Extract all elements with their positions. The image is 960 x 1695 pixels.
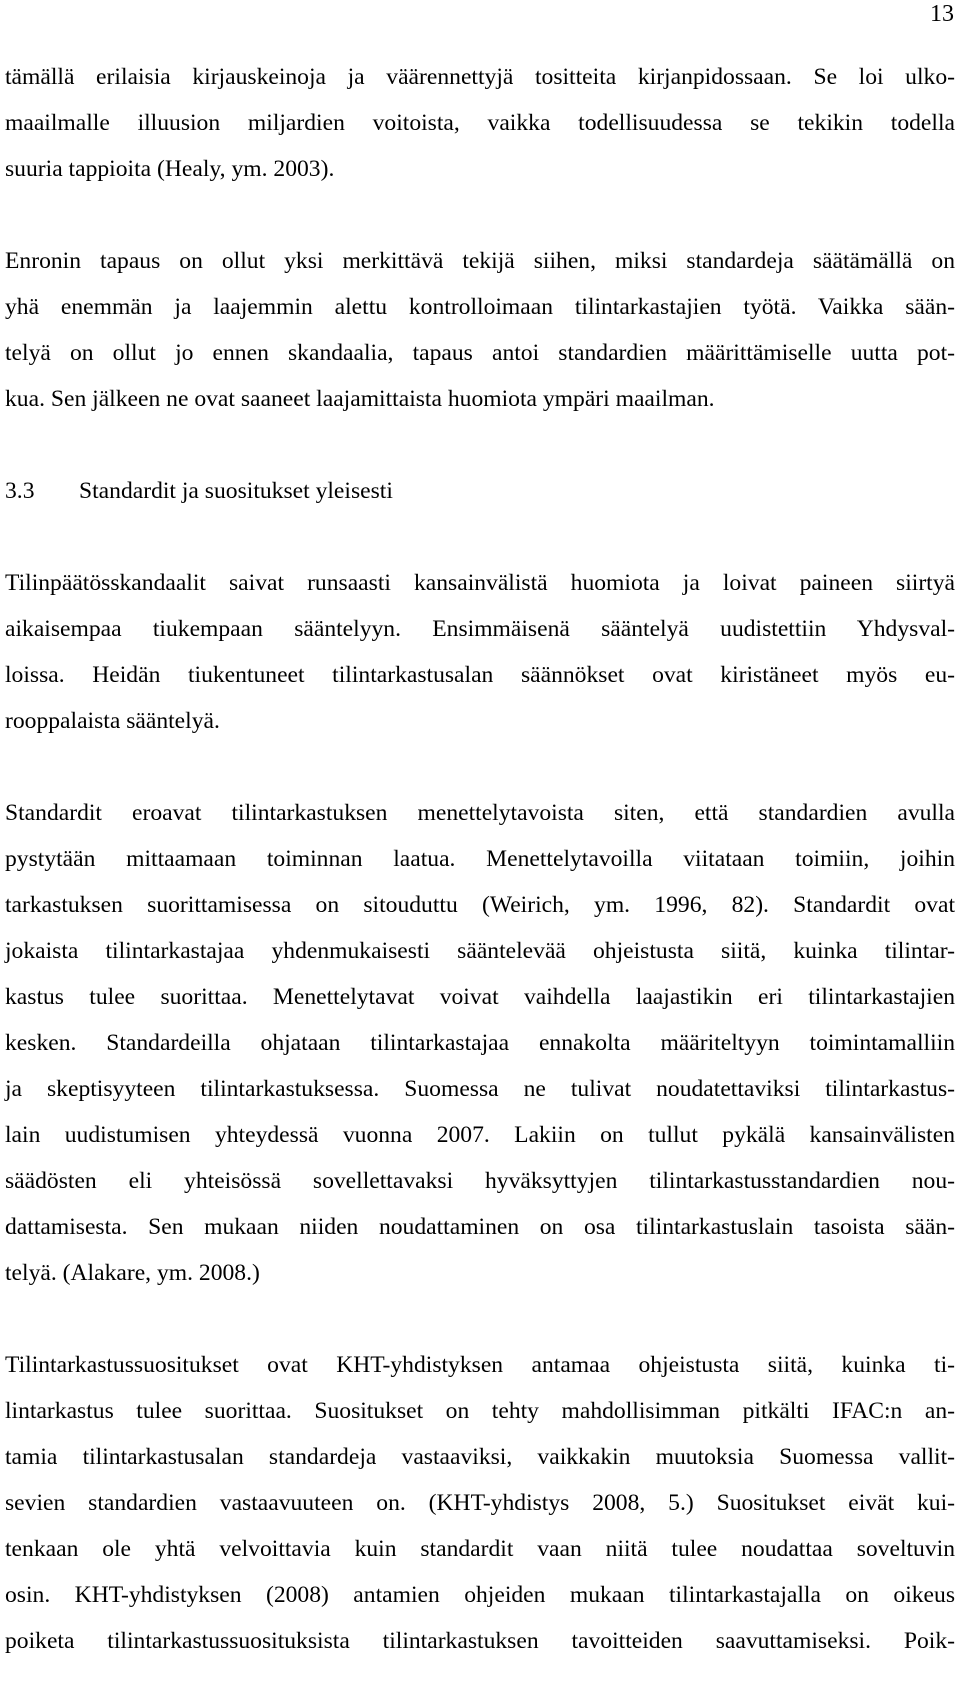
text-line: kua. Sen jälkeen ne ovat saaneet laajamittaista huomiota ympäri maailman. (5, 386, 715, 412)
text-line: säädösten eli yhteisössä sovellettavaksi hyväksyttyjen tilintarkastusstandardien nou- (5, 1168, 955, 1194)
text-line: Tilinpäätösskandaalit saivat runsaasti kansainvälistä huomiota ja loivat paineen siirtyä (5, 570, 955, 596)
paragraph (5, 1342, 955, 1664)
section-title: Standardit ja suositukset yleisesti (79, 478, 393, 504)
text-line: sevien standardien vastaavuuteen on. (KHT-yhdistys 2008, 5.) Suositukset eivät kui- (5, 1490, 955, 1516)
text-line: suuria tappioita (Healy, ym. 2003). (5, 156, 335, 182)
text-line: tamia tilintarkastusalan standardeja vastaaviksi, vaikkakin muutoksia Suomessa vallit- (5, 1444, 955, 1470)
paragraph (5, 560, 955, 744)
text-line: dattamisesta. Sen mukaan niiden noudattaminen on osa tilintarkastuslain tasoista sään- (5, 1214, 955, 1240)
text-line: yhä enemmän ja laajemmin alettu kontrolloimaan tilintarkastajien työtä. Vaikka sään- (5, 294, 955, 320)
text-line: lain uudistumisen yhteydessä vuonna 2007. Lakiin on tullut pykälä kansainvälisten (5, 1122, 955, 1148)
text-line: maailmalle illuusion miljardien voitoista, vaikka todellisuudessa se tekikin todella (5, 110, 955, 136)
section-number: 3.3 (5, 478, 35, 504)
text-line: Standardit eroavat tilintarkastuksen menettelytavoista siten, että standardien avulla (5, 800, 955, 826)
text-line: aikaisempaa tiukempaan sääntelyyn. Ensimmäisenä sääntelyä uudistettiin Yhdysval- (5, 616, 955, 642)
text-line: telyä on ollut jo ennen skandaalia, tapaus antoi standardien määrittämiselle uutta pot- (5, 340, 955, 366)
text-line: kesken. Standardeilla ohjataan tilintarkastajaa ennakolta määriteltyyn toimintamalliin (5, 1030, 955, 1056)
text-line: Tilintarkastussuositukset ovat KHT-yhdistyksen antamaa ohjeistusta siitä, kuinka ti- (5, 1352, 955, 1378)
text-line: loissa. Heidän tiukentuneet tilintarkastusalan säännökset ovat kiristäneet myös eu- (5, 662, 955, 688)
text-line: telyä. (Alakare, ym. 2008.) (5, 1260, 260, 1286)
page-body (5, 54, 955, 1664)
text-line: jokaista tilintarkastajaa yhdenmukaisesti sääntelevää ohjeistusta siitä, kuinka tilintar- (5, 938, 955, 964)
text-line: tämällä erilaisia kirjauskeinoja ja väärennettyjä tositteita kirjanpidossaan. Se loi ulko- (5, 64, 955, 90)
paragraph (5, 238, 955, 422)
text-line: tarkastuksen suorittamisessa on sitouduttu (Weirich, ym. 1996, 82). Standardit ovat (5, 892, 955, 918)
text-line: Enronin tapaus on ollut yksi merkittävä tekijä siihen, miksi standardeja säätämällä on (5, 248, 955, 274)
text-line: osin. KHT-yhdistyksen (2008) antamien ohjeiden mukaan tilintarkastajalla on oikeus (5, 1582, 955, 1608)
text-line: kastus tulee suorittaa. Menettelytavat voivat vaihdella laajastikin eri tilintarkastajien (5, 984, 955, 1010)
paragraph (5, 54, 955, 192)
text-line: pystytään mittaamaan toiminnan laatua. Menettelytavoilla viitataan toimiin, joihin (5, 846, 955, 872)
text-line: rooppalaista sääntelyä. (5, 708, 220, 734)
section-heading (5, 468, 955, 514)
text-line: ja skeptisyyteen tilintarkastuksessa. Suomessa ne tulivat noudatettaviksi tilintarkastus- (5, 1076, 955, 1102)
page-number: 13 (930, 1, 954, 27)
paragraph (5, 790, 955, 1296)
text-line: lintarkastus tulee suorittaa. Suositukset on tehty mahdollisimman pitkälti IFAC:n an- (5, 1398, 955, 1424)
text-line: poiketa tilintarkastussuosituksista tilintarkastuksen tavoitteiden saavuttamiseksi. Poik- (5, 1628, 955, 1654)
text-line: tenkaan ole yhtä velvoittavia kuin standardit vaan niitä tulee noudattaa soveltuvin (5, 1536, 955, 1562)
